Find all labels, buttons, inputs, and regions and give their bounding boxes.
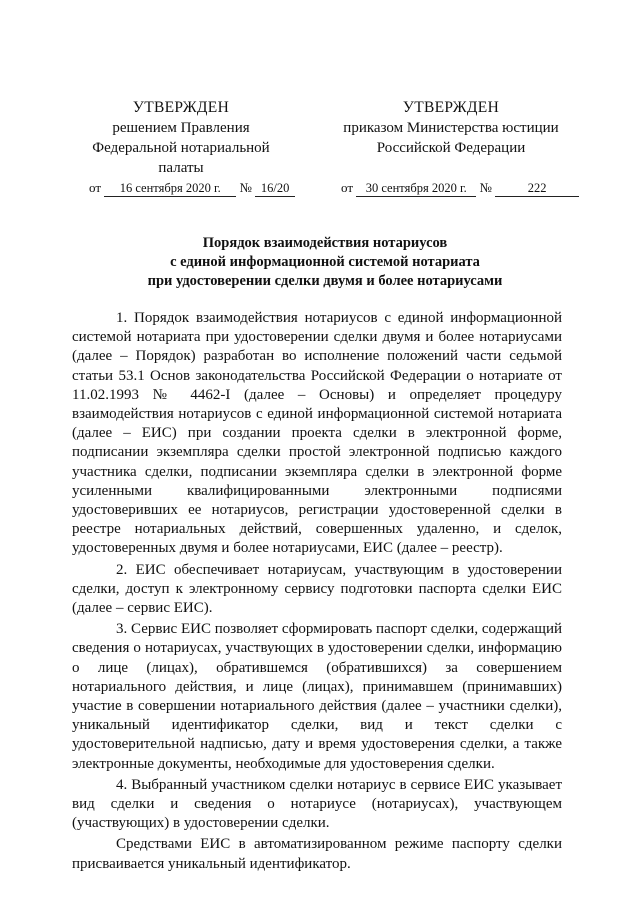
date-prefix: от	[341, 180, 354, 195]
paragraph-3: 3. Сервис ЕИС позволяет сформировать паспорт сделки, содержащий сведения о нотариусах, участвующих в удостоверении сделки, информацию о лице (лицах), обратившемся (обратившихся) за совершением нотариального действия, и лице (лицах), принимавшем (принимавших) участие в совершении нотариального действия (далее – участники сделки), уникальный идентификатор сделки, вид и текст сделки с удостоверительной надписью, дату и время удостоверения сделки, а также электронные документы, необходимые для удостоверения сделки.	[72, 621, 562, 772]
approval-block-chamber	[74, 98, 288, 178]
approval-date-line-chamber	[89, 180, 295, 200]
document-body	[72, 309, 562, 876]
paragraph-5: Средствами ЕИС в автоматизированном режиме паспорту сделки присваивается уникальный идентификатор.	[72, 836, 562, 872]
document-title	[90, 234, 560, 291]
approval-number: 16/20	[255, 181, 295, 197]
approval-date-line-ministry	[341, 180, 579, 200]
title-line: с единой информационной системой нотариата	[170, 254, 480, 270]
approval-heading: УТВЕРЖДЕН	[402, 99, 500, 116]
number-prefix: №	[239, 180, 252, 195]
paragraph-4: 4. Выбранный участником сделки нотариус в сервисе ЕИС указывает вид сделки и сведения о нотариусе (нотариусах), участвующем (участвующих) в удостоверении сделки.	[72, 776, 562, 832]
approval-line: Федеральной нотариальной	[92, 140, 270, 156]
date-prefix: от	[89, 180, 102, 195]
paragraph-2: 2. ЕИС обеспечивает нотариусам, участвующим в удостоверении сделки, доступ к электронному сервису подготовки паспорта сделки ЕИС (далее – сервис ЕИС).	[72, 561, 562, 617]
approval-line: палаты	[158, 160, 204, 176]
approval-number: 222	[495, 181, 579, 197]
approval-line: решением Правления	[112, 120, 250, 136]
approval-line: Российской Федерации	[376, 140, 526, 156]
paragraph-1: 1. Порядок взаимодействия нотариусов с единой информационной системой нотариата при удостоверении сделки двумя и более нотариусами (далее – Порядок) разработан во исполнение положений части седьмой статьи 53.1 Основ законодательства Российской Федерации о нотариате от 11.02.1993 № 4462-I (далее – Основы) и определяет процедуру взаимодействия нотариусов с единой информационной системой нотариата (далее – ЕИС) при создании проекта сделки в электронной форме, подписании экземпляра сделки простой электронной подписью каждого участника сделки, подписании экземпляра сделки в электронной форме усиленными квалифицированными электронными подписями удостоверивших ее нотариусов, регистрации удостоверенной сделки в реестре нотариальных действий, совершенных удаленно, и сделок, удостоверенных двумя и более нотариусами, ЕИС (далее – реестр).	[72, 310, 562, 557]
approval-date: 16 сентября 2020 г.	[104, 181, 236, 197]
approval-heading: УТВЕРЖДЕН	[132, 99, 230, 116]
approval-date: 30 сентября 2020 г.	[356, 181, 476, 197]
title-line: при удостоверении сделки двумя и более нотариусами	[147, 273, 503, 289]
title-line: Порядок взаимодействия нотариусов	[202, 235, 448, 251]
number-prefix: №	[479, 180, 492, 195]
approval-line: приказом Министерства юстиции	[343, 120, 559, 136]
approval-block-ministry	[330, 98, 572, 158]
